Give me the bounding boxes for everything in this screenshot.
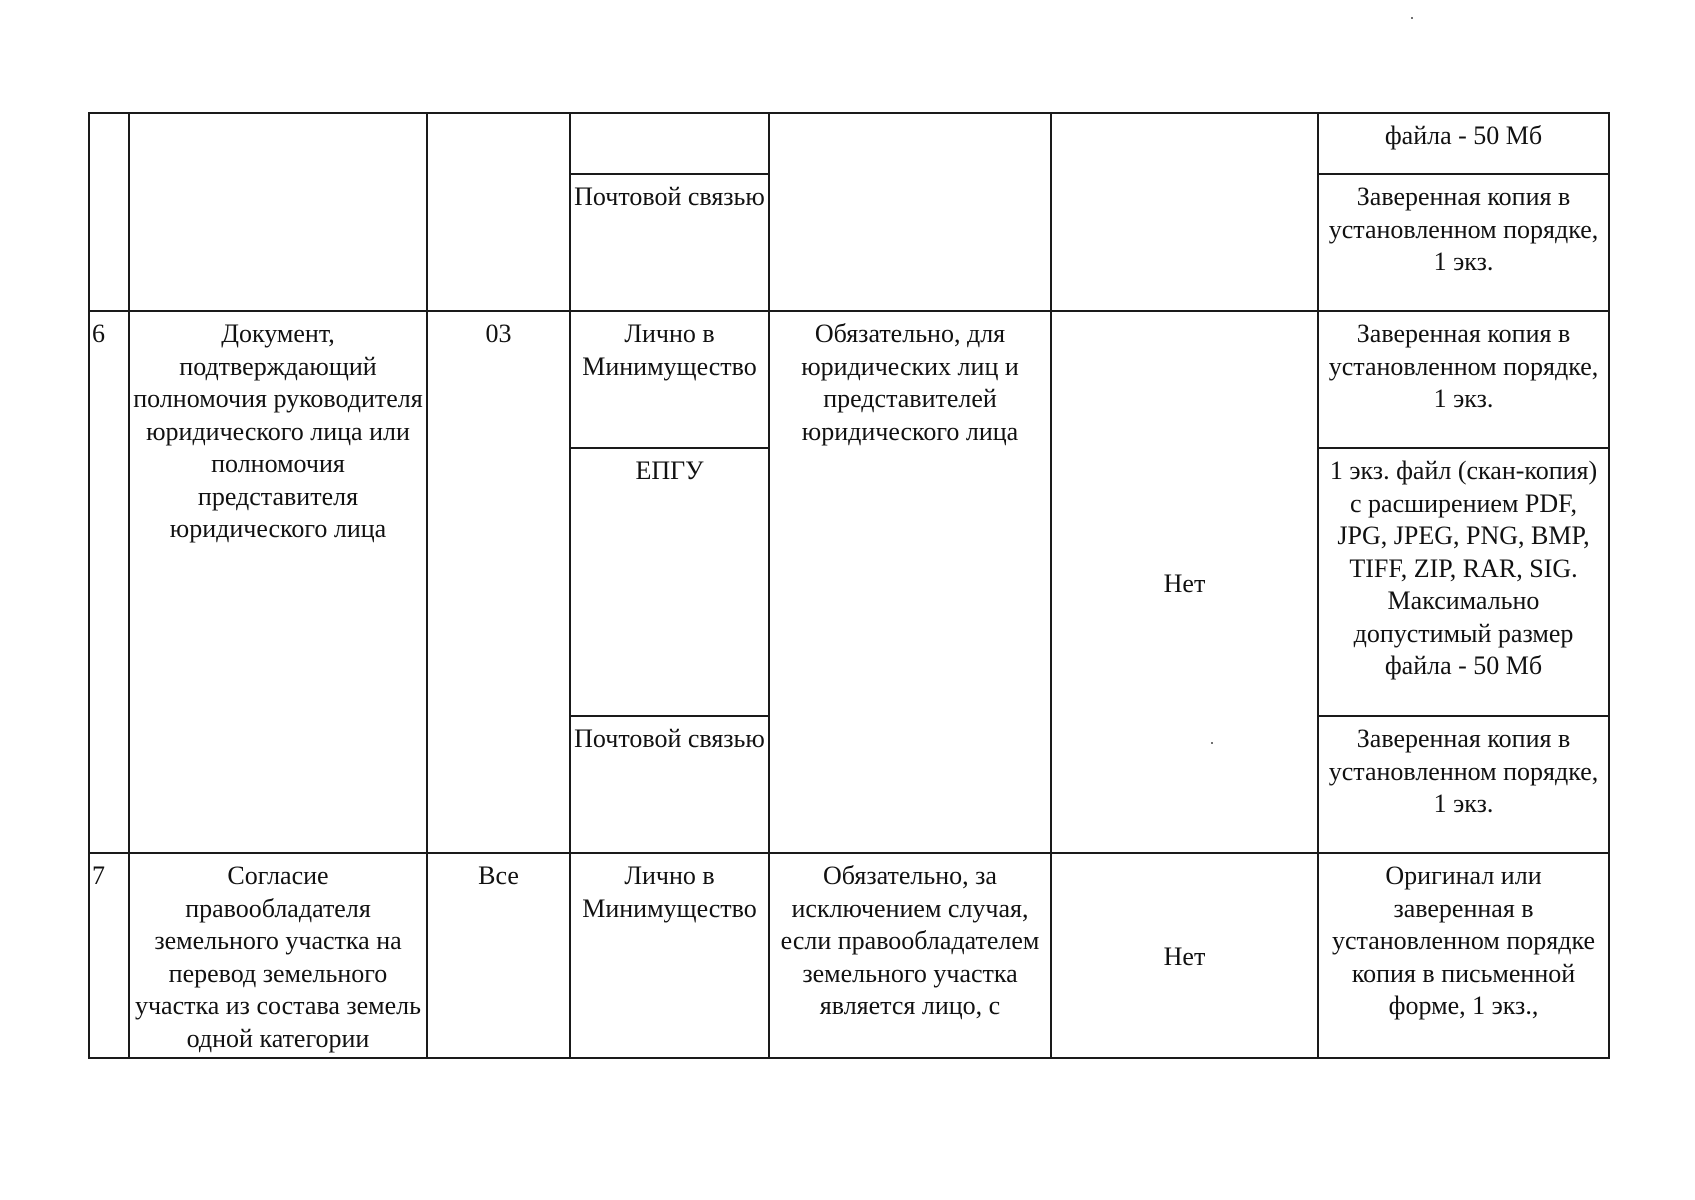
cell-format: файла - 50 Мб (1318, 113, 1609, 174)
cell-code (427, 113, 570, 311)
table-row (89, 113, 1609, 174)
cell-flag: Нет (1051, 311, 1318, 853)
cell-code: 03 (427, 311, 570, 853)
cell-method: Лично в Минимущество (570, 311, 769, 448)
cell-document (129, 113, 427, 311)
table-row (89, 311, 1609, 448)
cell-document: Документ, подтверждающий полномочия руководителя юридического лица или полномочия представителя юридического лица (129, 311, 427, 853)
table-row (89, 853, 1609, 1058)
requirements-table (88, 112, 1610, 1059)
cell-format: Заверенная копия в установленном порядке, 1 экз. (1318, 716, 1609, 853)
cell-flag (1051, 113, 1318, 311)
cell-method: Лично в Минимущество (570, 853, 769, 1058)
cell-method: Почтовой связью (570, 174, 769, 311)
scan-speck (1411, 17, 1413, 19)
cell-condition (769, 113, 1051, 311)
cell-format: Оригинал или заверенная в установленном порядке копия в письменной форме, 1 экз., (1318, 853, 1609, 1058)
cell-document: Согласие правообладателя земельного участка на перевод земельного участка из состава земель одной категории (129, 853, 427, 1058)
cell-method: Почтовой связью (570, 716, 769, 853)
cell-condition: Обязательно, за исключением случая, если правообладателем земельного участка является лицо, с (769, 853, 1051, 1058)
cell-number: 6 (89, 311, 129, 853)
cell-format: 1 экз. файл (скан-копия) с расширением PDF, JPG, JPEG, PNG, BMP, TIFF, ZIP, RAR, SIG. Максимально допустимый размер файла - 50 Мб (1318, 448, 1609, 716)
cell-format: Заверенная копия в установленном порядке, 1 экз. (1318, 311, 1609, 448)
cell-condition: Обязательно, для юридических лиц и представителей юридического лица (769, 311, 1051, 853)
cell-method (570, 113, 769, 174)
cell-number: 7 (89, 853, 129, 1058)
cell-code: Все (427, 853, 570, 1058)
cell-format: Заверенная копия в установленном порядке, 1 экз. (1318, 174, 1609, 311)
scan-speck (1211, 742, 1213, 744)
cell-method: ЕПГУ (570, 448, 769, 716)
cell-flag: Нет (1051, 853, 1318, 1058)
cell-number (89, 113, 129, 311)
